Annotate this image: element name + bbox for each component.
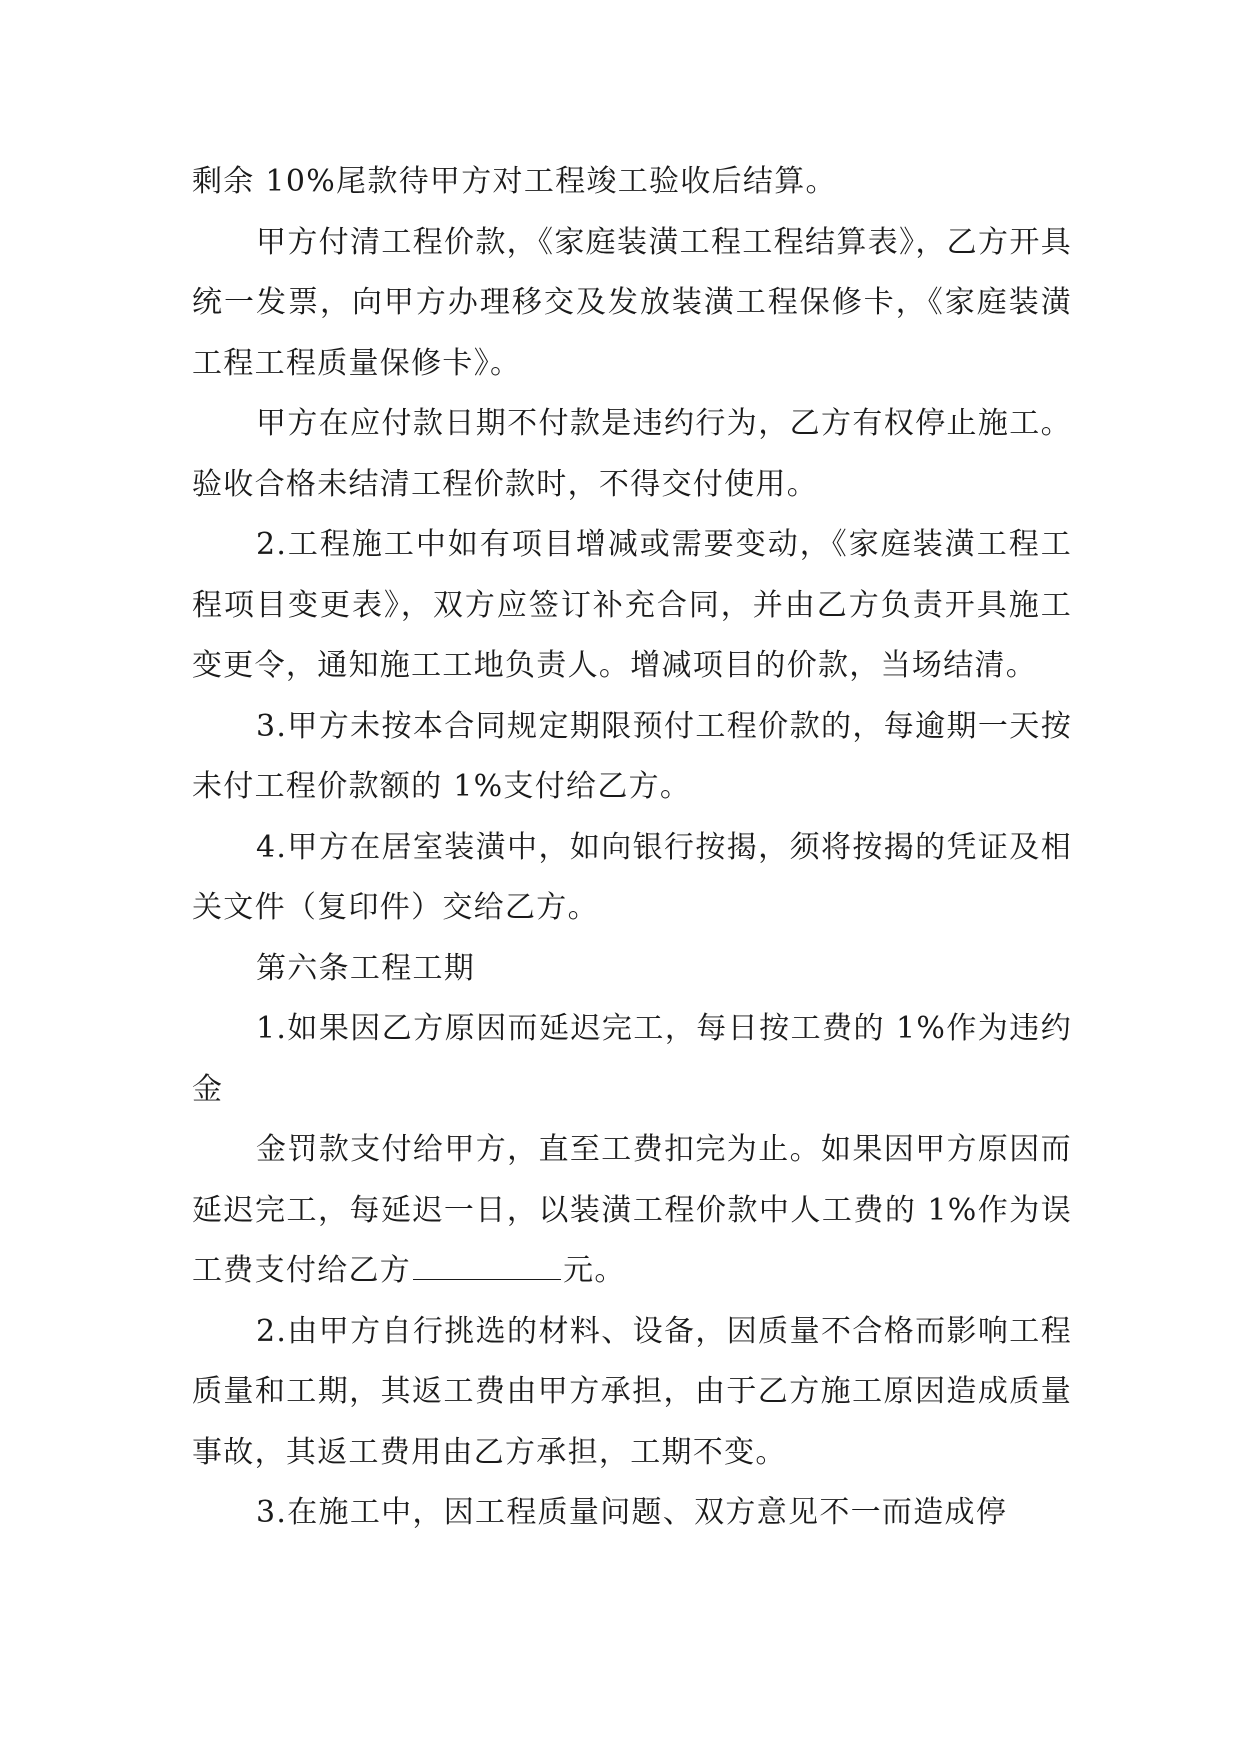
amount-blank-line (413, 1255, 561, 1280)
paragraph-work-stoppage: 3.在施工中，因工程质量问题、双方意见不一而造成停 (256, 1495, 1008, 1530)
paragraph-delay-compensation (192, 1120, 1072, 1302)
paragraph-delay-penalty: 1.如果因乙方原因而延迟完工，每日按工费的 1%作为违约金 (192, 1011, 1072, 1107)
paragraph-item-2-changes: 2.工程施工中如有项目增减或需要变动，《家庭装潢工程工程项目变更表》，双方应签订补充合同，并由乙方负责开具施工变更令，通知施工工地负责人。增减项目的价款，当场结清。 (192, 527, 1072, 683)
compensation-text-after: 元。 (563, 1253, 626, 1288)
paragraph-balance-payment: 剩余 10%尾款待甲方对工程竣工验收后结算。 (192, 164, 837, 199)
paragraph-settlement: 甲方付清工程价款，《家庭装潢工程工程结算表》，乙方开具统一发票，向甲方办理移交及发放装潢工程保修卡，《家庭装潢工程工程质量保修卡》。 (192, 224, 1072, 381)
paragraph-late-payment: 甲方在应付款日期不付款是违约行为，乙方有权停止施工。验收合格未结清工程价款时，不得交付使用。 (192, 406, 1072, 502)
section-heading-article-6: 第六条工程工期 (256, 950, 476, 986)
paragraph-item-4-mortgage: 4.甲方在居室装潢中，如向银行按揭，须将按揭的凭证及相关文件（复印件）交给乙方。 (192, 829, 1072, 925)
paragraph-item-3-overdue: 3.甲方未按本合同规定期限预付工程价款的，每逾期一天按未付工程价款额的 1%支付给乙方。 (192, 708, 1072, 804)
compensation-text-before: 金罚款支付给甲方，直至工费扣完为止。如果因甲方原因而延迟完工，每延迟一日，以装潢工程价款中人工费的 1%作为误工费支付给乙方 (192, 1132, 1072, 1288)
document-body (192, 152, 1072, 1544)
paragraph-materials-quality: 2.由甲方自行挑选的材料、设备，因质量不合格而影响工程质量和工期，其返工费由甲方承担，由于乙方施工原因造成质量事故，其返工费用由乙方承担，工期不变。 (192, 1313, 1072, 1470)
